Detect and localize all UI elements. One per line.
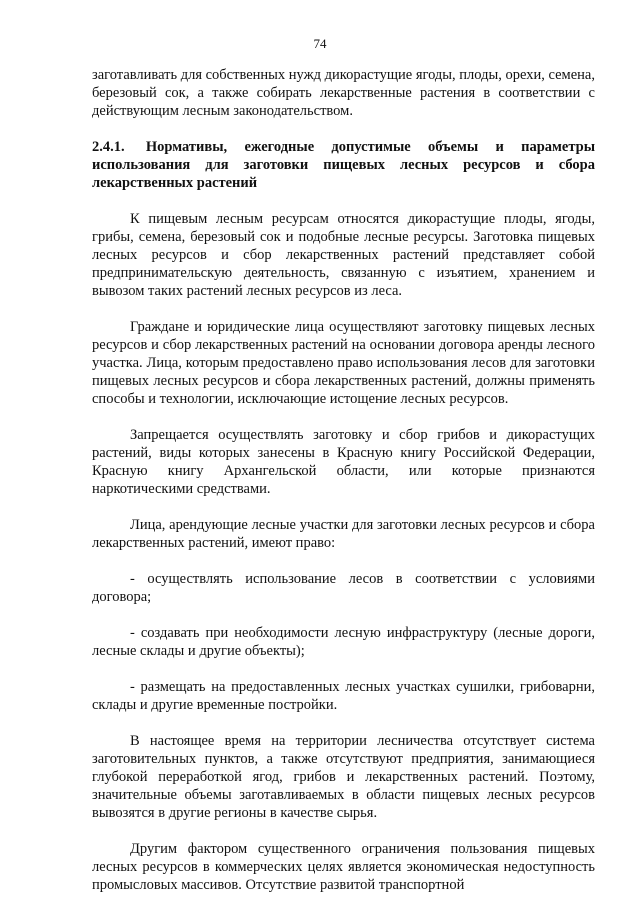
paragraph-limiting-factor: Другим фактором существенного ограничения пользования пищевых лесных ресурсов в коммерческих целях является экономическая недоступность промысловых массивов. Отсутствие развитой транспортной [92, 841, 595, 893]
list-item: - создавать при необходимости лесную инфраструктуру (лесные дороги, лесные склады и другие объекты); [92, 625, 595, 659]
paragraph-prohibition: Запрещается осуществлять заготовку и сбор грибов и дикорастущих растений, виды которых занесены в Красную книгу Российской Федерации, Красную книгу Архангельской области, или которые признаются наркотическими средствами. [92, 427, 595, 497]
section-heading [92, 138, 595, 192]
paragraph-citizens-and-entities: Граждане и юридические лица осуществляют заготовку пищевых лесных ресурсов и сбор лекарственных растений на основании договора аренды лесного участка. Лица, которым предоставлено право использования лесов для заготовки пищевых лесных ресурсов и сбора лекарственных растений, должны применять способы и технологии, исключающие истощение лесных ресурсов. [92, 319, 595, 407]
list-item: - осуществлять использование лесов в соответствии с условиями договора; [92, 571, 595, 605]
section-title: Нормативы, ежегодные допустимые объемы и параметры использования для заготовки пищевых лесных ресурсов и сбора лекарственных растений [92, 139, 596, 191]
list-item: - размещать на предоставленных лесных участках сушилки, грибоварни, склады и другие временные постройки. [92, 679, 595, 713]
paragraph-food-resources: К пищевым лесным ресурсам относятся дикорастущие плоды, ягоды, грибы, семена, березовый сок и подобные лесные ресурсы. Заготовка пищевых лесных ресурсов и сбор лекарственных растений представляет собой предпринимательскую деятельность, связанную с изъятием, хранением и вывозом таких растений лесных ресурсов из леса. [92, 211, 595, 299]
intro-paragraph: заготавливать для собственных нужд дикорастущие ягоды, плоды, орехи, семена, березовый сок, а также собирать лекарственные растения в соответствии с действующим лесным законодательством. [92, 67, 595, 119]
section-number: 2.4.1. [92, 139, 125, 155]
page-number: 74 [313, 36, 327, 51]
document-body [92, 66, 595, 894]
paragraph-lessee-rights: Лица, арендующие лесные участки для заготовки лесных ресурсов и сбора лекарственных растений, имеют право: [92, 517, 595, 551]
paragraph-current-state: В настоящее время на территории лесничества отсутствует система заготовительных пунктов, а также отсутствуют предприятия, занимающиеся глубокой переработкой ягод, грибов и лекарственных растений. Поэтому, значительные объемы заготавливаемых в области пищевых лесных ресурсов вывозятся в другие регионы в качестве сырья. [92, 733, 595, 821]
